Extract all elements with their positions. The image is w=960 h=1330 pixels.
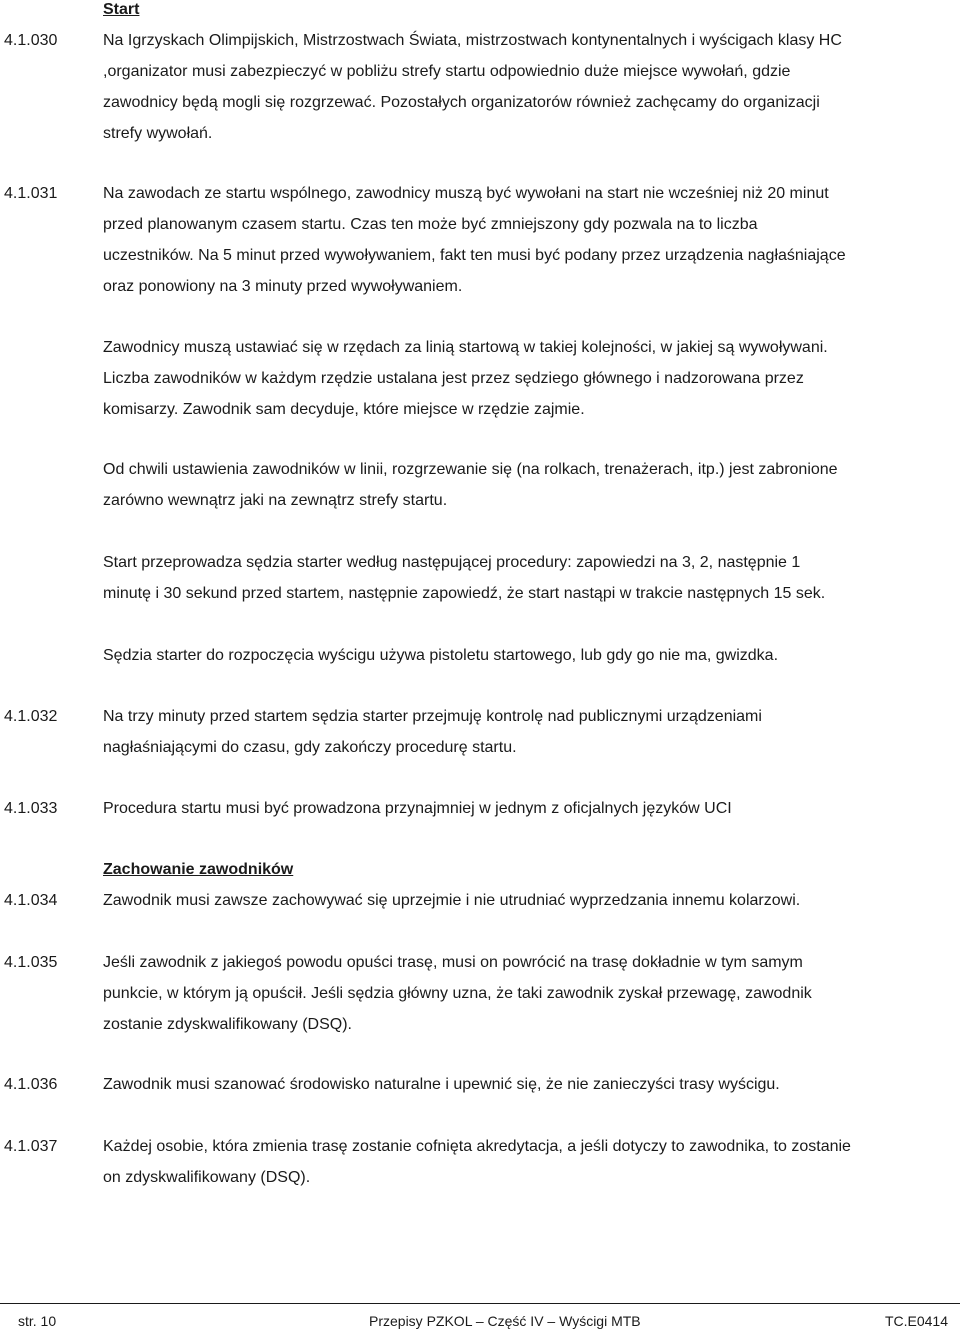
rule-number: 4.1.034 <box>4 892 58 909</box>
footer-divider <box>0 1303 960 1304</box>
rule-text-line: oraz ponowiony na 3 minuty przed wywoływaniem. <box>103 278 463 295</box>
rule-number: 4.1.032 <box>4 708 58 725</box>
rule-text-line: punkcie, w którym ją opuścił. Jeśli sędzia główny uzna, że taki zawodnik zyskał przewagę, zawodnik <box>103 985 812 1002</box>
footer-document-title: Przepisy PZKOL – Część IV – Wyścigi MTB <box>369 1313 641 1329</box>
rule-text-line: Na zawodach ze startu wspólnego, zawodnicy muszą być wywołani na start nie wcześniej niż 20 minut <box>103 185 829 202</box>
rule-number: 4.1.035 <box>4 954 58 971</box>
rule-number: 4.1.037 <box>4 1138 58 1155</box>
rule-text-line: Procedura startu musi być prowadzona przynajmniej w jednym z oficjalnych języków UCI <box>103 800 732 817</box>
footer-page-number: str. 10 <box>18 1313 57 1329</box>
rule-text-line: przed planowanym czasem startu. Czas ten może być zmniejszony gdy pozwala na to liczba <box>103 216 758 233</box>
rule-text-line: Jeśli zawodnik z jakiegoś powodu opuści trasę, musi on powrócić na trasę dokładnie w tym samym <box>103 954 803 971</box>
rule-text-line: uczestników. Na 5 minut przed wywoływaniem, fakt ten musi być podany przez urządzenia nagłaśniające <box>103 247 846 264</box>
rule-text-line: strefy wywołań. <box>103 125 213 142</box>
rule-text-line: zostanie zdyskwalifikowany (DSQ). <box>103 1016 352 1033</box>
rule-text-line: Na trzy minuty przed startem sędzia starter przejmuję kontrolę nad publicznymi urządzeniami <box>103 708 762 725</box>
rule-text-line: Sędzia starter do rozpoczęcia wyścigu używa pistoletu startowego, lub gdy go nie ma, gwizdka. <box>103 647 779 664</box>
rule-text-line: Zawodnik musi zawsze zachowywać się uprzejmie i nie utrudniać wyprzedzania innemu kolarzowi. <box>103 892 801 909</box>
rule-text-line: Start przeprowadza sędzia starter według następującej procedury: zapowiedzi na 3, 2, następnie 1 <box>103 554 801 571</box>
section-heading-start: Start <box>103 1 140 18</box>
rule-text-line: zarówno wewnątrz jaki na zewnątrz strefy startu. <box>103 492 448 509</box>
section-heading-behaviour: Zachowanie zawodników <box>103 861 294 878</box>
rule-text-line: ,organizator musi zabezpieczyć w pobliżu strefy startu odpowiednio duże miejsce wywołań, gdzie <box>103 63 791 80</box>
rule-text-line: nagłaśniającymi do czasu, gdy zakończy procedurę startu. <box>103 739 517 756</box>
rule-number: 4.1.033 <box>4 800 58 817</box>
rule-number: 4.1.036 <box>4 1076 58 1093</box>
rule-text-line: komisarzy. Zawodnik sam decyduje, które miejsce w rzędzie zajmie. <box>103 401 585 418</box>
rule-text-line: Od chwili ustawienia zawodników w linii, rozgrzewanie się (na rolkach, trenażerach, itp.) jest zabronione <box>103 461 838 478</box>
rule-text-line: Zawodnik musi szanować środowisko naturalne i upewnić się, że nie zanieczyści trasy wyścigu. <box>103 1076 780 1093</box>
rule-text-line: on zdyskwalifikowany (DSQ). <box>103 1169 311 1186</box>
rule-text-line: Zawodnicy muszą ustawiać się w rzędach za linią startową w takiej kolejności, w jakiej są wywoływani. <box>103 339 828 356</box>
rule-number: 4.1.031 <box>4 185 58 202</box>
rule-text-line: Każdej osobie, która zmienia trasę zostanie cofnięta akredytacja, a jeśli dotyczy to zawodnika, to zostanie <box>103 1138 851 1155</box>
rule-text-line: minutę i 30 sekund przed startem, następnie zapowiedź, że start nastąpi w trakcie następnych 15 sek. <box>103 585 826 602</box>
footer-document-code: TC.E0414 <box>884 1313 948 1329</box>
rule-number: 4.1.030 <box>4 32 58 49</box>
rule-text-line: Liczba zawodników w każdym rzędzie ustalana jest przez sędziego głównego i nadzorowana przez <box>103 370 804 387</box>
rule-text-line: Na Igrzyskach Olimpijskich, Mistrzostwach Świata, mistrzostwach kontynentalnych i wyścigach klasy HC <box>103 32 842 49</box>
rule-text-line: zawodnicy będą mogli się rozgrzewać. Pozostałych organizatorów również zachęcamy do organizacji <box>103 94 820 111</box>
